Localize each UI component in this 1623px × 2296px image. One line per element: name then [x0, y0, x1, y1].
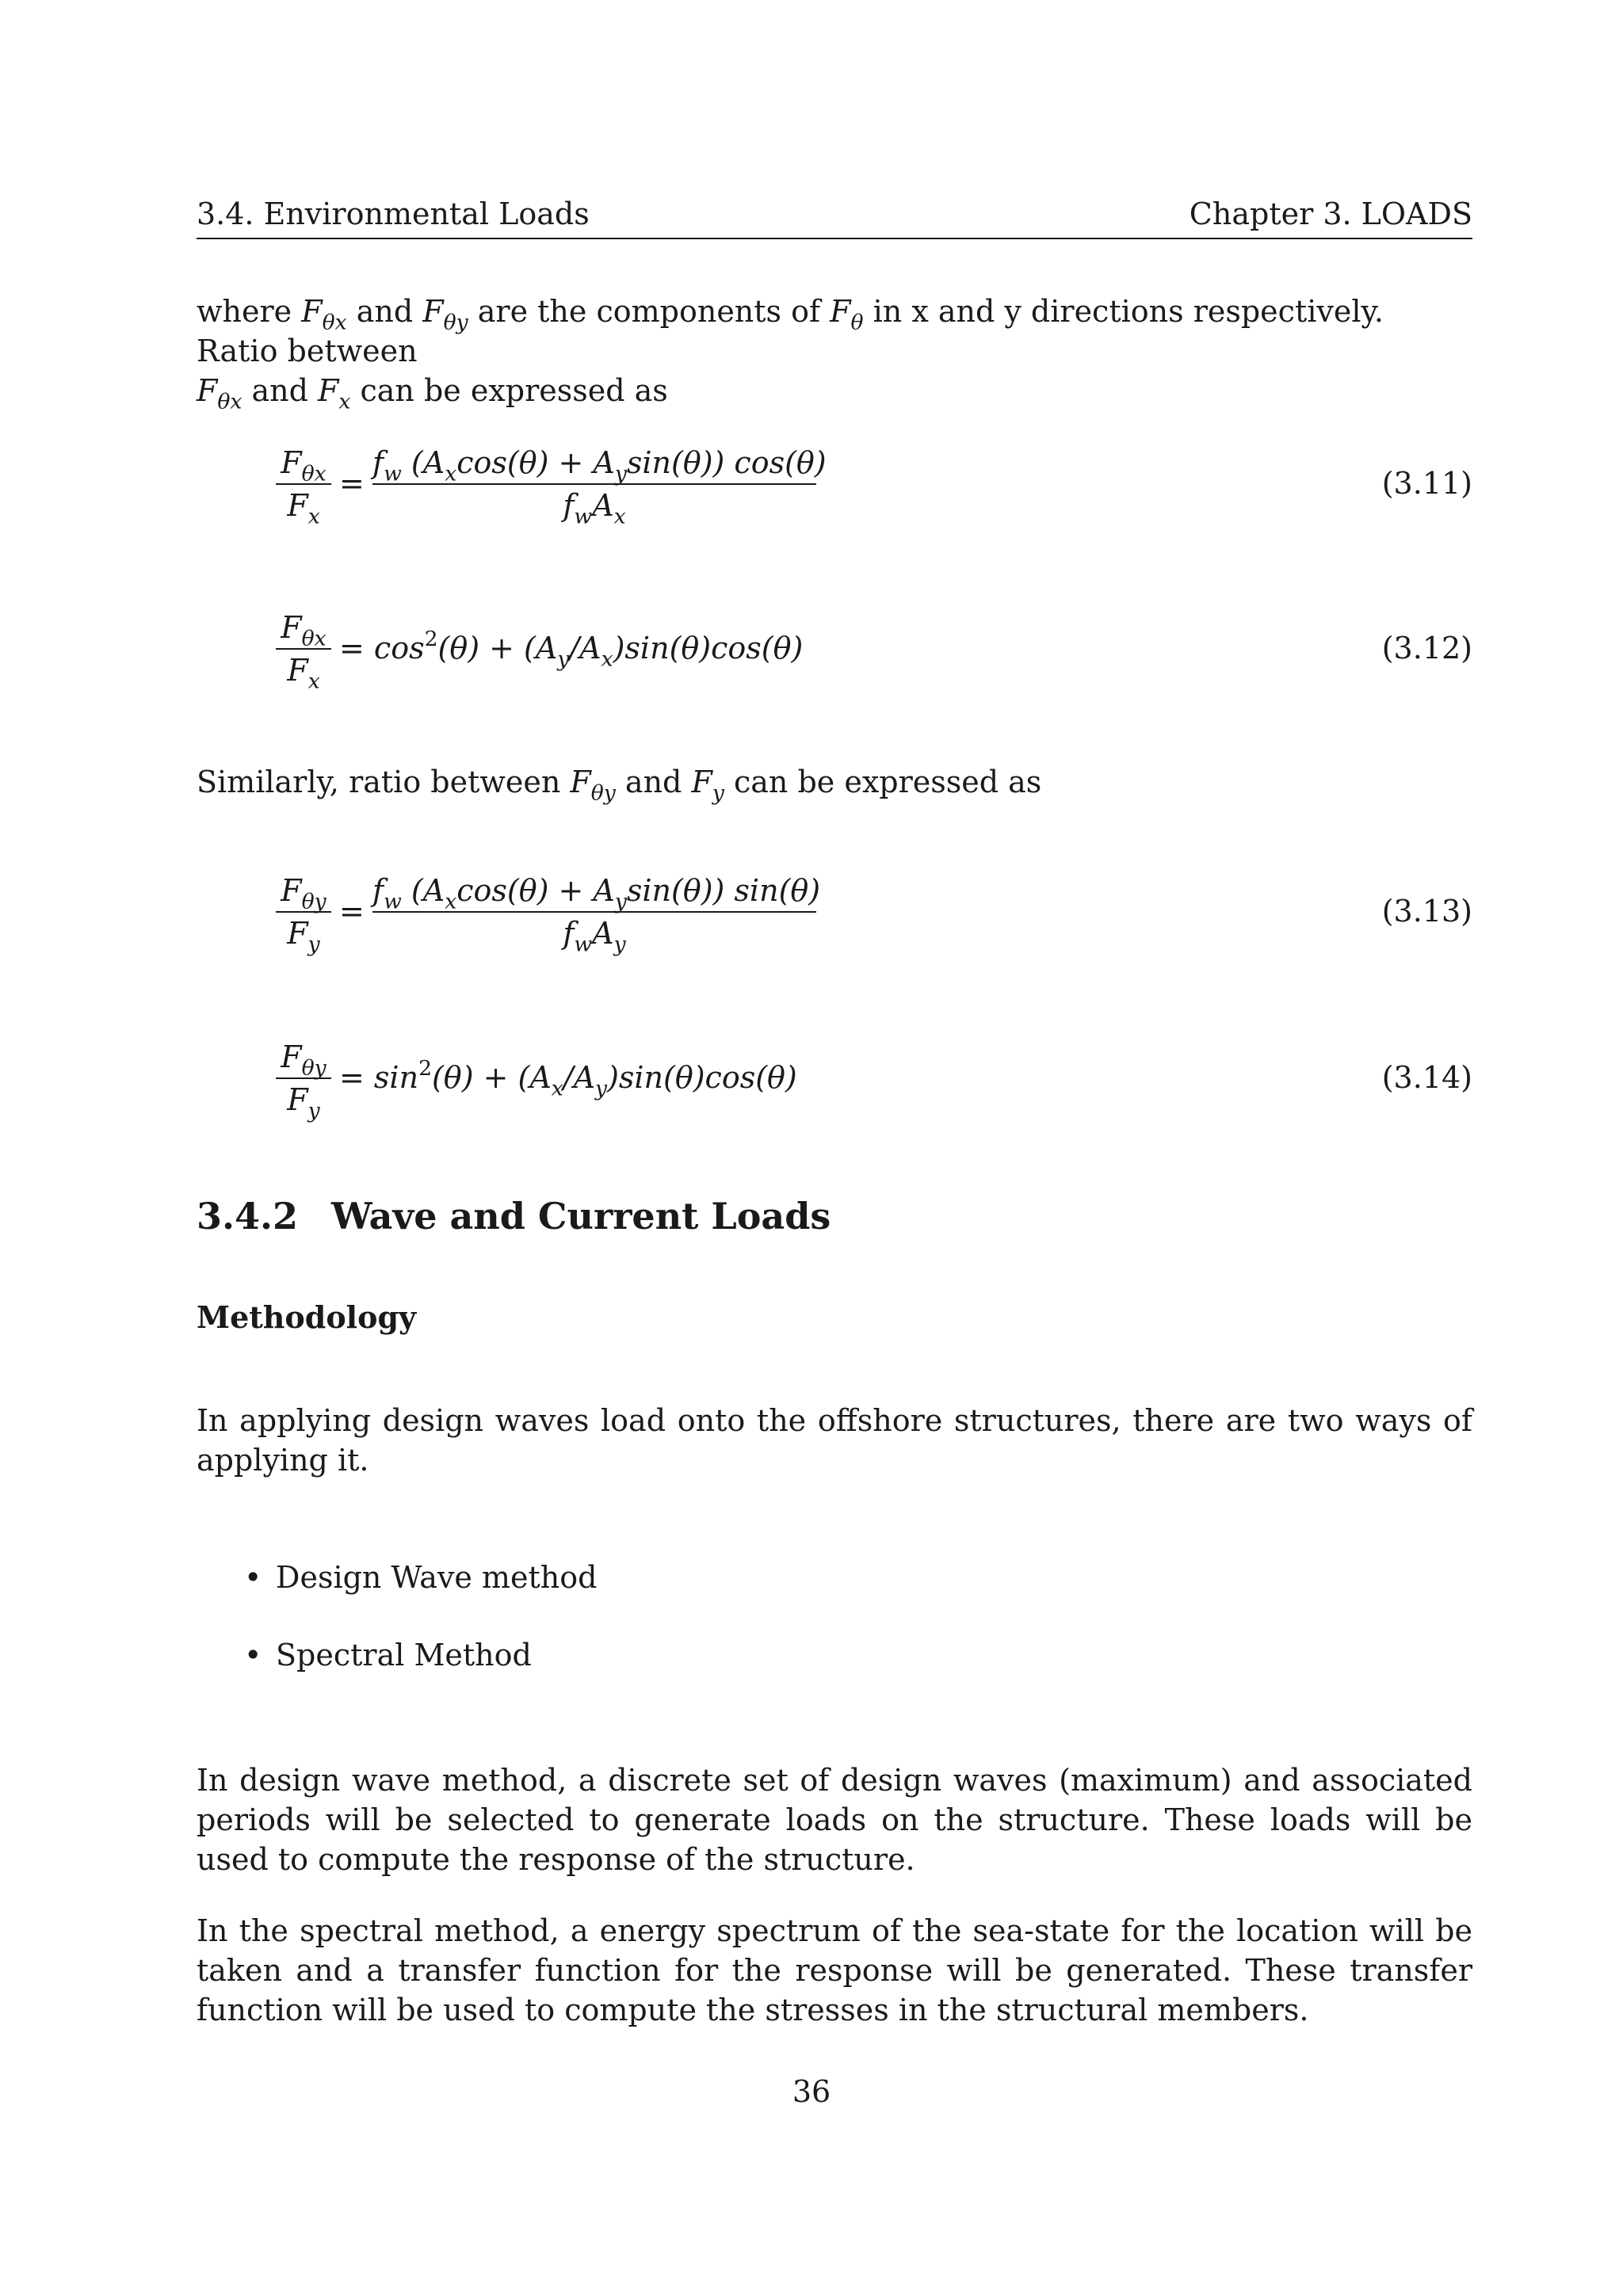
- equation-number: (3.14): [1381, 1060, 1472, 1095]
- intro-text: are the components of: [468, 294, 831, 329]
- equals-sign: =: [339, 466, 365, 501]
- sub-y: y: [712, 780, 724, 806]
- intro-text: and: [346, 294, 423, 329]
- equation-3-12: [197, 608, 1472, 704]
- var-F: F: [197, 373, 218, 408]
- bullet-icon: •: [244, 1638, 262, 1672]
- var-F: F: [570, 765, 591, 799]
- header-chapter: Chapter 3. LOADS: [1189, 196, 1472, 231]
- equation-number: (3.12): [1381, 631, 1472, 666]
- header-section: 3.4. Environmental Loads: [197, 196, 590, 231]
- intro-text: and: [242, 373, 319, 408]
- page-number: 36: [792, 2074, 831, 2109]
- similarly-text: and: [615, 765, 692, 799]
- sub-theta-y: θy: [443, 310, 468, 335]
- intro-paragraph: [197, 292, 1472, 414]
- section-title: Wave and Current Loads: [331, 1195, 831, 1238]
- similarly-paragraph: [197, 762, 1472, 806]
- subsection-heading: Methodology: [197, 1299, 417, 1335]
- design-wave-paragraph: In design wave method, a discrete set of design waves (maximum) and associated periods will be selected to generate loads on the structure. These loads will be used to compute the response of the structure.: [197, 1763, 1472, 1877]
- var-F: F: [301, 294, 323, 329]
- sub-x: x: [338, 389, 351, 414]
- similarly-text: Similarly, ratio between: [197, 765, 571, 799]
- list-item: [244, 1558, 597, 1597]
- list-item-label: Spectral Method: [276, 1638, 532, 1672]
- equation-3-11: [197, 444, 1472, 539]
- equation-number: (3.11): [1381, 466, 1472, 501]
- equation-3-13: [197, 871, 1472, 967]
- eq-lhs-fraction: $F_{\theta x}$ $F_x$: [276, 444, 331, 524]
- equals-sign: =: [339, 894, 365, 929]
- var-F: F: [830, 294, 851, 329]
- spectral-paragraph: In the spectral method, a energy spectrum of the sea-state for the location will be taken and a transfer function for the response will be generated. These transfer function will be used to compute the stresses in the structural members.: [197, 1913, 1472, 2027]
- equation-number: (3.13): [1381, 894, 1472, 929]
- var-F: F: [318, 373, 339, 408]
- eq-rhs-fraction: $f_w$ $(A_x\cos(\theta) + A_y\sin(\theta))$ cos(θ) $f_wA_x$: [372, 445, 827, 529]
- eq-rhs-expression: = $\sin^2(\theta) + (A_x/A_y)\sin(\theta)\cos(\theta)$: [339, 1056, 797, 1101]
- intro-text: where: [197, 294, 302, 329]
- sub-theta-x: θx: [217, 389, 242, 414]
- sub-theta-x: θx: [322, 310, 347, 335]
- eq-rhs-fraction: $f_w$ $(A_x\cos(\theta) + A_y\sin(\theta))$ sin(θ) $f_wA_y$: [372, 873, 821, 957]
- list-item-label: Design Wave method: [276, 1560, 598, 1595]
- eq-lhs-fraction: $F_{\theta y}$ $F_y$: [276, 871, 331, 952]
- methods-paragraph: In applying design waves load onto the offshore structures, there are two ways of applying it.: [197, 1403, 1472, 1478]
- eq-lhs-fraction: $F_{\theta y}$ $F_y$: [276, 1038, 331, 1119]
- sub-theta: θ: [850, 310, 864, 335]
- section-number: 3.4.2: [197, 1195, 299, 1238]
- methods-list: [244, 1558, 597, 1713]
- equation-3-14: [197, 1038, 1472, 1133]
- intro-text: can be expressed as: [350, 373, 668, 408]
- section-heading: [197, 1195, 831, 1238]
- bullet-icon: •: [244, 1560, 262, 1595]
- running-header: [197, 190, 1472, 239]
- var-F: F: [691, 765, 712, 799]
- similarly-text: can be expressed as: [724, 765, 1042, 799]
- eq-rhs-expression: = $\cos^2(\theta) + (A_y/A_x)\sin(\theta)\cos(\theta)$: [339, 627, 804, 672]
- list-item: [244, 1635, 597, 1675]
- eq-lhs-fraction: $F_{\theta x}$ $F_x$: [276, 608, 331, 689]
- sub-theta-y: θy: [590, 780, 616, 806]
- intro-text: in x and y directions respectively. Ratio between: [197, 294, 1384, 368]
- var-F: F: [422, 294, 444, 329]
